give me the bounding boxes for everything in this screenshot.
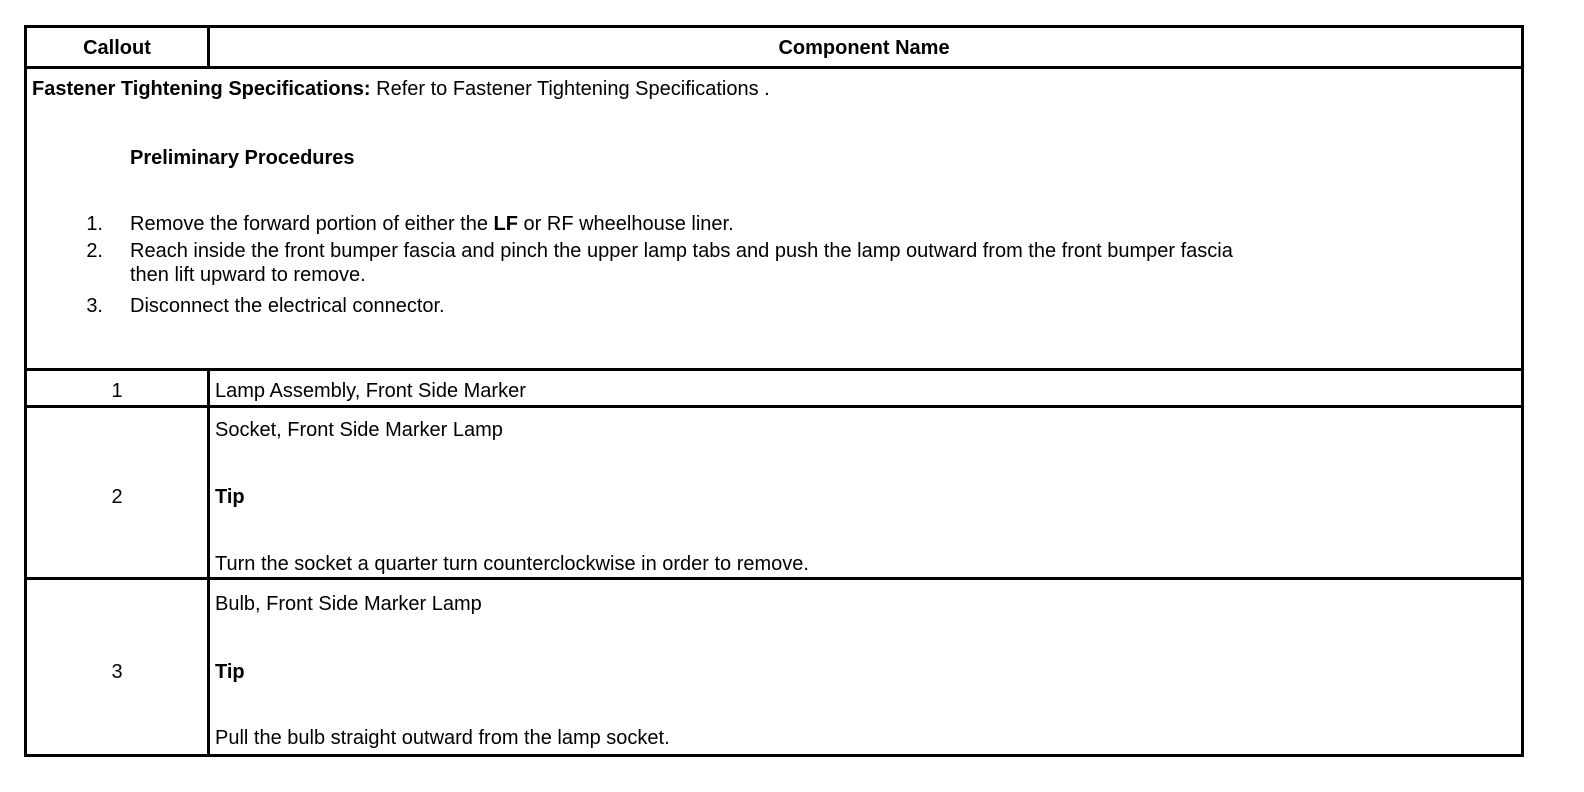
- row-1-component-name: Lamp Assembly, Front Side Marker: [215, 380, 526, 402]
- row-2-tip-label: Tip: [215, 486, 245, 508]
- row-2-bottom-rule: [27, 577, 1521, 580]
- fastener-specs-label: Fastener Tightening Specifications:: [32, 78, 371, 100]
- step-1-text: Remove the forward portion of either the LF or RF wheelhouse liner.: [130, 213, 734, 235]
- step-1-rf: RF: [546, 213, 574, 235]
- header-bottom-rule: [27, 66, 1521, 69]
- header-component-name: Component Name: [778, 37, 950, 59]
- row-2-component-name: Socket, Front Side Marker Lamp: [215, 419, 503, 441]
- row-3-component-name: Bulb, Front Side Marker Lamp: [215, 593, 482, 615]
- row-2-callout: 2: [111, 486, 123, 508]
- step-1-lf: LF: [493, 213, 518, 235]
- header-callout: Callout: [83, 37, 151, 59]
- row-3-callout: 3: [111, 661, 123, 683]
- row-1-bottom-rule: [27, 405, 1521, 408]
- step-3-text: Disconnect the electrical connector.: [130, 295, 445, 317]
- step-3-number: 3.: [86, 295, 103, 317]
- row-3-divider: [207, 577, 210, 757]
- step-2-line-1: Reach inside the front bumper fascia and pinch the upper lamp tabs and push the lamp outward from the front bumper fascia: [130, 240, 1233, 262]
- fastener-specs-text: Refer to Fastener Tightening Specifications .: [370, 78, 770, 100]
- preliminary-title: Preliminary Procedures: [130, 147, 355, 169]
- row-3-tip-label: Tip: [215, 661, 245, 683]
- step-2-number: 2.: [86, 240, 103, 262]
- step-1-number: 1.: [86, 213, 103, 235]
- step-2-line-2: then lift upward to remove.: [130, 264, 366, 286]
- row-3-tip-text: Pull the bulb straight outward from the lamp socket.: [215, 727, 670, 749]
- row-2-divider: [207, 405, 210, 580]
- fastener-specs-line: [32, 77, 770, 101]
- header-divider: [207, 28, 210, 66]
- preliminary-bottom-rule: [27, 368, 1521, 371]
- component-table: [24, 25, 1524, 757]
- row-2-tip-text: Turn the socket a quarter turn counterclockwise in order to remove.: [215, 553, 809, 575]
- row-1-divider: [207, 368, 210, 408]
- row-1-callout: 1: [111, 380, 123, 402]
